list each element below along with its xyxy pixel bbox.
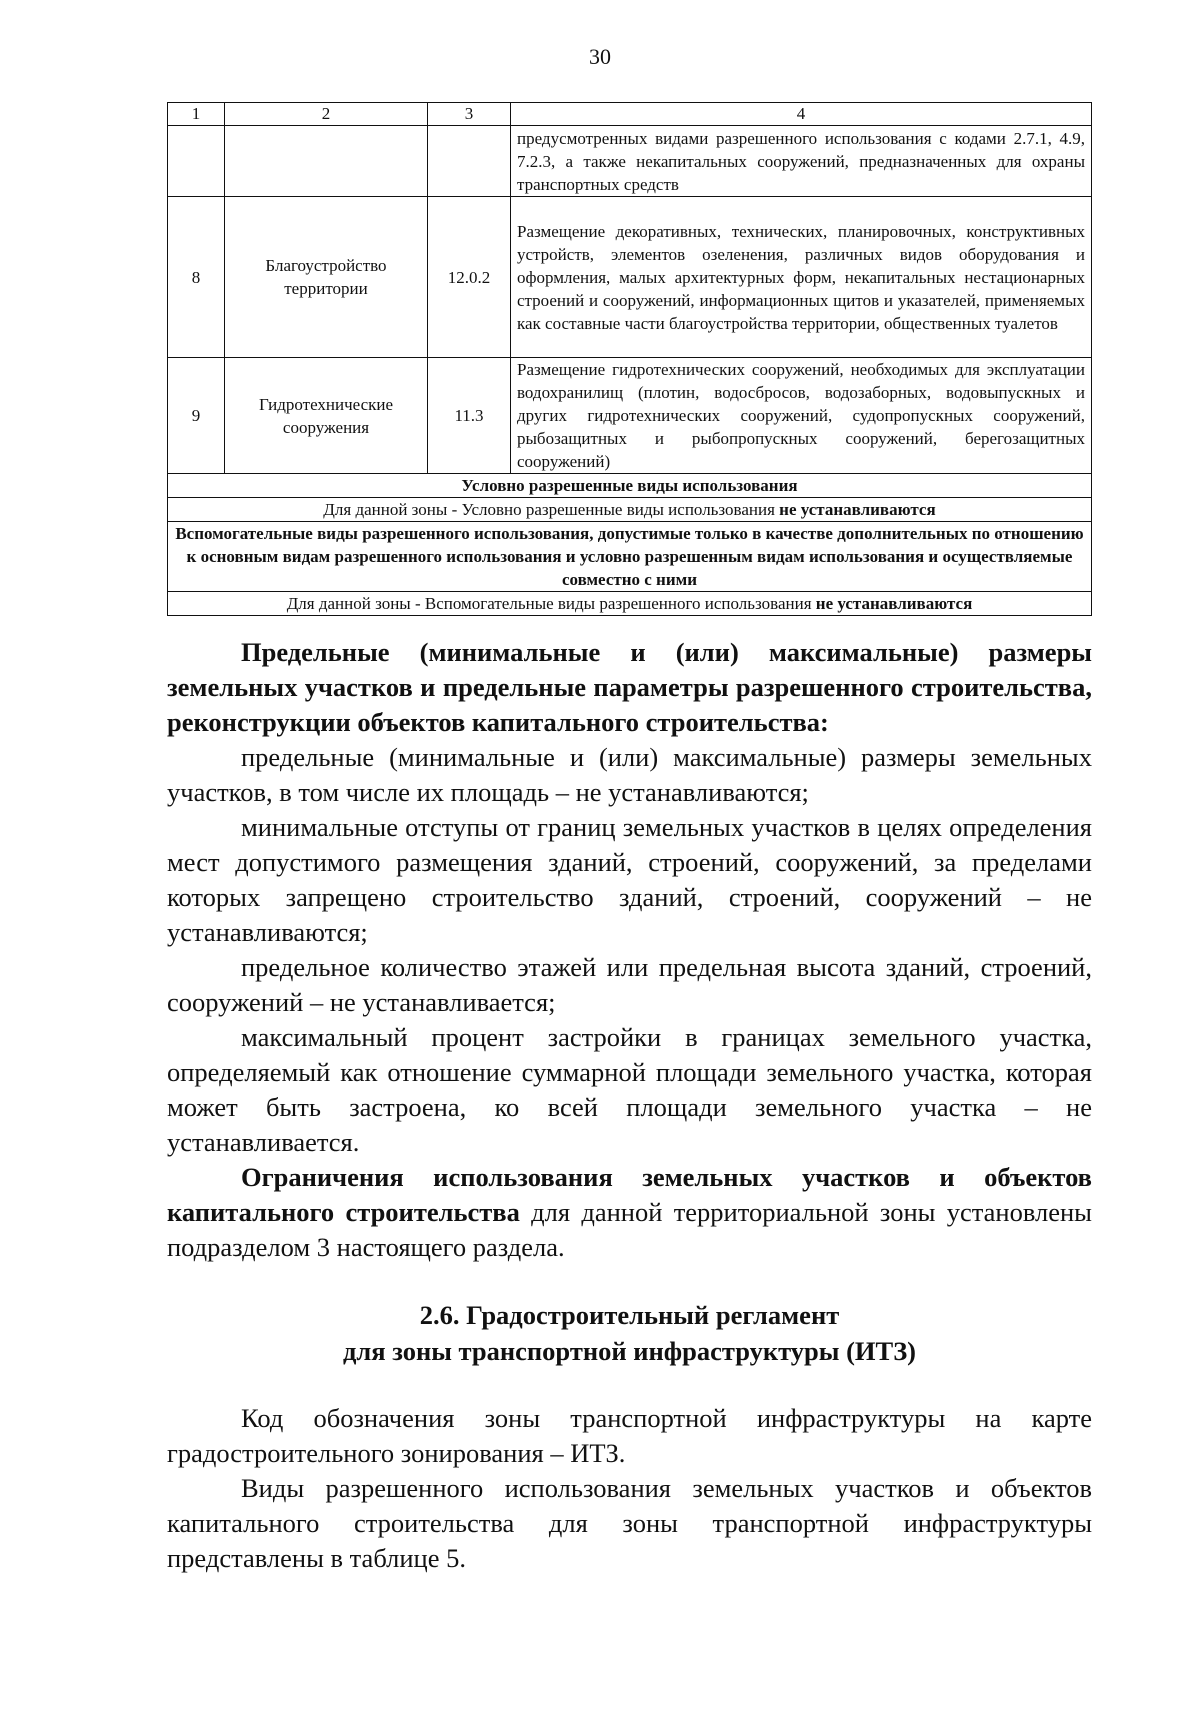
table-header-row: [168, 103, 1092, 126]
permitted-use-table: [167, 102, 1092, 616]
table-row-continued: [168, 126, 1092, 197]
auxiliary-note-bold: не устанавливаются: [815, 594, 973, 613]
row-num: 9: [168, 358, 225, 474]
auxiliary-heading: Вспомогательные виды разрешенного использования, допустимые только в качестве дополнительных по отношению к основным видам разрешенного использования и условно разрешенным видам использования и осуществляемые совместно с ними: [168, 522, 1092, 592]
section-title-line-2: для зоны транспортной инфраструктуры (ИТЗ): [342, 1336, 917, 1366]
row-code: 11.3: [428, 358, 511, 474]
paragraph-floors: предельное количество этажей или предельная высота зданий, строений, сооружений – не устанавливается;: [167, 952, 1092, 1017]
page-number: 30: [589, 44, 611, 69]
row-name: Благоустройство территории: [225, 197, 428, 358]
paragraph-setbacks: минимальные отступы от границ земельных участков в целях определения мест допустимого размещения зданий, строений, сооружений, за пределами которых запрещено строительство зданий, строений, сооружений – не устанавливаются;: [167, 812, 1092, 947]
main-text: [167, 635, 1092, 1576]
restrictions-rest: для данной территориальной зоны установлены подразделом 3 настоящего раздела.: [167, 1197, 1092, 1262]
auxiliary-note-text: Для данной зоны - Вспомогательные виды разрешенного использования: [286, 594, 816, 613]
table-row: [168, 358, 1092, 474]
section-title: [167, 1297, 1092, 1369]
conditional-note: [168, 498, 1092, 522]
limits-heading: Предельные (минимальные и (или) максимальные) размеры земельных участков и предельные параметры разрешенного строительства, реконструкции объектов капитального строительства:: [167, 637, 1092, 737]
column-number-3: 3: [428, 103, 511, 126]
row-name-cell: [225, 126, 428, 197]
conditional-note-text: Для данной зоны - Условно разрешенные виды использования: [323, 500, 780, 519]
row-num-cell: [168, 126, 225, 197]
spacer: [167, 1369, 1092, 1401]
conditional-heading: Условно разрешенные виды использования: [168, 474, 1092, 498]
row-description: Размещение декоративных, технических, планировочных, конструктивных устройств, элементов озеленения, различных видов оборудования и оформления, малых архитектурных форм, некапитальных нестационарных строений и сооружений, информационных щитов и указателей, применяемых как составные части благоустройства территории, общественных туалетов: [511, 197, 1092, 358]
row-code: 12.0.2: [428, 197, 511, 358]
conditional-note-bold: не устанавливаются: [779, 500, 936, 519]
row-code-cell: [428, 126, 511, 197]
paragraph-coverage: максимальный процент застройки в границах земельного участка, определяемый как отношение суммарной площади земельного участка, которая может быть застроена, ко всей площади земельного участка – не устанавливается.: [167, 1022, 1092, 1157]
auxiliary-note-row: [168, 592, 1092, 616]
row-name: Гидротехнические сооружения: [225, 358, 428, 474]
table-row: [168, 197, 1092, 358]
row-num: 8: [168, 197, 225, 358]
paragraph-plot-sizes: предельные (минимальные и (или) максимальные) размеры земельных участков, в том числе их площадь – не устанавливаются;: [167, 742, 1092, 807]
paragraph-table-reference: Виды разрешенного использования земельных участков и объектов капитального строительства для зоны транспортной инфраструктуры представлены в таблице 5.: [167, 1473, 1092, 1573]
column-number-4: 4: [511, 103, 1092, 126]
auxiliary-heading-row: [168, 522, 1092, 592]
paragraph-zone-code: Код обозначения зоны транспортной инфраструктуры на карте градостроительного зонирования – ИТЗ.: [167, 1403, 1092, 1468]
section-title-line-1: 2.6. Градостроительный регламент: [419, 1300, 840, 1330]
row-description: предусмотренных видами разрешенного использования с кодами 2.7.1, 4.9, 7.2.3, а также некапитальных сооружений, предназначенных для охраны транспортных средств: [511, 126, 1092, 197]
conditional-note-row: [168, 498, 1092, 522]
column-number-2: 2: [225, 103, 428, 126]
column-number-1: 1: [168, 103, 225, 126]
conditional-heading-row: [168, 474, 1092, 498]
row-description: Размещение гидротехнических сооружений, необходимых для эксплуатации водохранилищ (плотин, водосбросов, водозаборных, водовыпускных и других гидротехнических сооружений, судопропускных сооружений, рыбозащитных и рыбопропускных сооружений, берегозащитных сооружений): [511, 358, 1092, 474]
restrictions-bold: Ограничения использования земельных участков и объектов капитального строительства: [167, 1162, 1092, 1227]
auxiliary-note: [168, 592, 1092, 616]
paragraph-restrictions: [167, 1160, 1092, 1265]
